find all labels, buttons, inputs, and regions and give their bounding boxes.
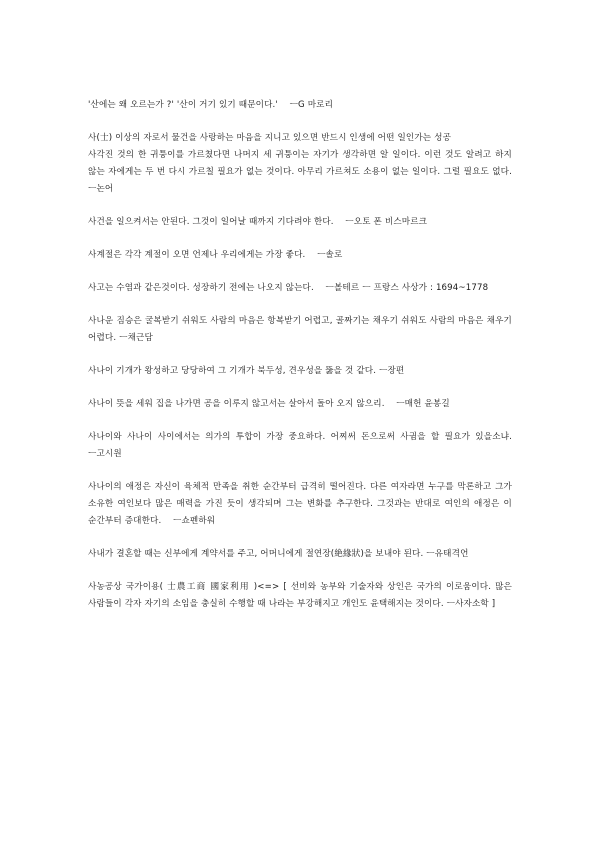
paragraph-gap [88, 530, 512, 546]
paragraph-gap [88, 231, 512, 247]
quote-paragraph-10: 사나이와 사나이 사이에서는 의가의 투합이 가장 중요하다. 어찌써 돈으로써 사귐을 할 필요가 있을소냐. ㅡ고시원 [88, 432, 515, 459]
quote-paragraph-5: 사계절은 각각 계절이 오면 언제나 우리에게는 가장 좋다. ㅡ솔로 [88, 250, 343, 260]
paragraph-gap [88, 297, 512, 313]
paragraph-gap [88, 198, 512, 214]
quote-paragraph-6: 사고는 수염과 같은것이다. 성장하기 전에는 나오지 않는다. ㅡ볼테르 ㅡ 프랑스 사상가 : 1694~1778 [88, 283, 489, 293]
quote-paragraph-11: 사나이의 애정은 자신이 육체적 만족을 취한 순간부터 급격히 떨어진다. 다른 여자라면 누구를 막론하고 그가 소유한 여인보다 많은 매력을 가진 듯이 생각되며 그는 변화를 추구한다. 그것과는 반대로 여인의 애정은 이 순간부터 증대한다. ㅡ쇼펜하워 [88, 482, 515, 526]
paragraph-gap [88, 380, 512, 396]
quote-paragraph-13: 사농공상 국가이용( 士農工商 國家利用 )<=> [ 선비와 농부와 기술자와 상인은 국가의 이로움이다. 많은 사람들이 각자 자기의 소임을 충실히 수행할 때 나라는 부강해지고 개인도 윤택해지는 것이다. ㅡ사자소학 ] [88, 582, 515, 609]
paragraph-gap [88, 347, 512, 363]
quote-paragraph-3: 사각진 것의 한 귀퉁이를 가르쳤다면 나머지 세 귀퉁이는 자기가 생각하면 알 일이다. 이런 것도 알려고 하지 않는 자에게는 두 번 다시 가르칠 필요가 없는 것이다. 아무리 가르쳐도 소용이 없는 일이다. 그럴 필요도 없다. ㅡ논어 [88, 150, 515, 194]
document-body [88, 97, 515, 613]
paragraph-gap [88, 114, 512, 130]
quote-paragraph-8: 사나이 기개가 왕성하고 당당하여 그 기개가 북두성, 견우성을 뚫을 것 같다. ㅡ장편 [88, 366, 405, 376]
paragraph-gap [88, 563, 512, 579]
paragraph-gap [88, 463, 512, 479]
paragraph-gap [88, 264, 512, 280]
quote-paragraph-9: 사나이 뜻을 세워 집을 나가면 공을 이루지 않고서는 살아서 돌아 오지 않으리. ㅡ매헌 윤봉길 [88, 399, 450, 409]
quote-paragraph-1: '산에는 왜 오르는가 ?' '산이 거기 있기 때문이다.' ㅡG 마로리 [88, 100, 334, 110]
quote-paragraph-4: 사건을 일으켜서는 안된다. 그것이 일어날 때까지 기다려야 한다. ㅡ오토 폰 비스마르크 [88, 217, 428, 227]
paragraph-gap [88, 413, 512, 429]
quote-paragraph-2: 사(士) 이상의 자로서 물건을 사랑하는 마음을 지니고 있으면 반드시 인생에 어떤 일인가는 성공 [88, 133, 452, 143]
quote-paragraph-7: 사나운 짐승은 굴복받기 쉬워도 사람의 마음은 항복받기 어렵고, 골짜기는 채우기 쉬워도 사람의 마음은 채우기 어렵다. ㅡ채근담 [88, 316, 515, 343]
quote-paragraph-12: 사내가 결혼할 때는 신부에게 계약서를 주고, 어머니에게 절연장(絶緣狀)을 보내야 된다. ㅡ유태격언 [88, 549, 469, 559]
